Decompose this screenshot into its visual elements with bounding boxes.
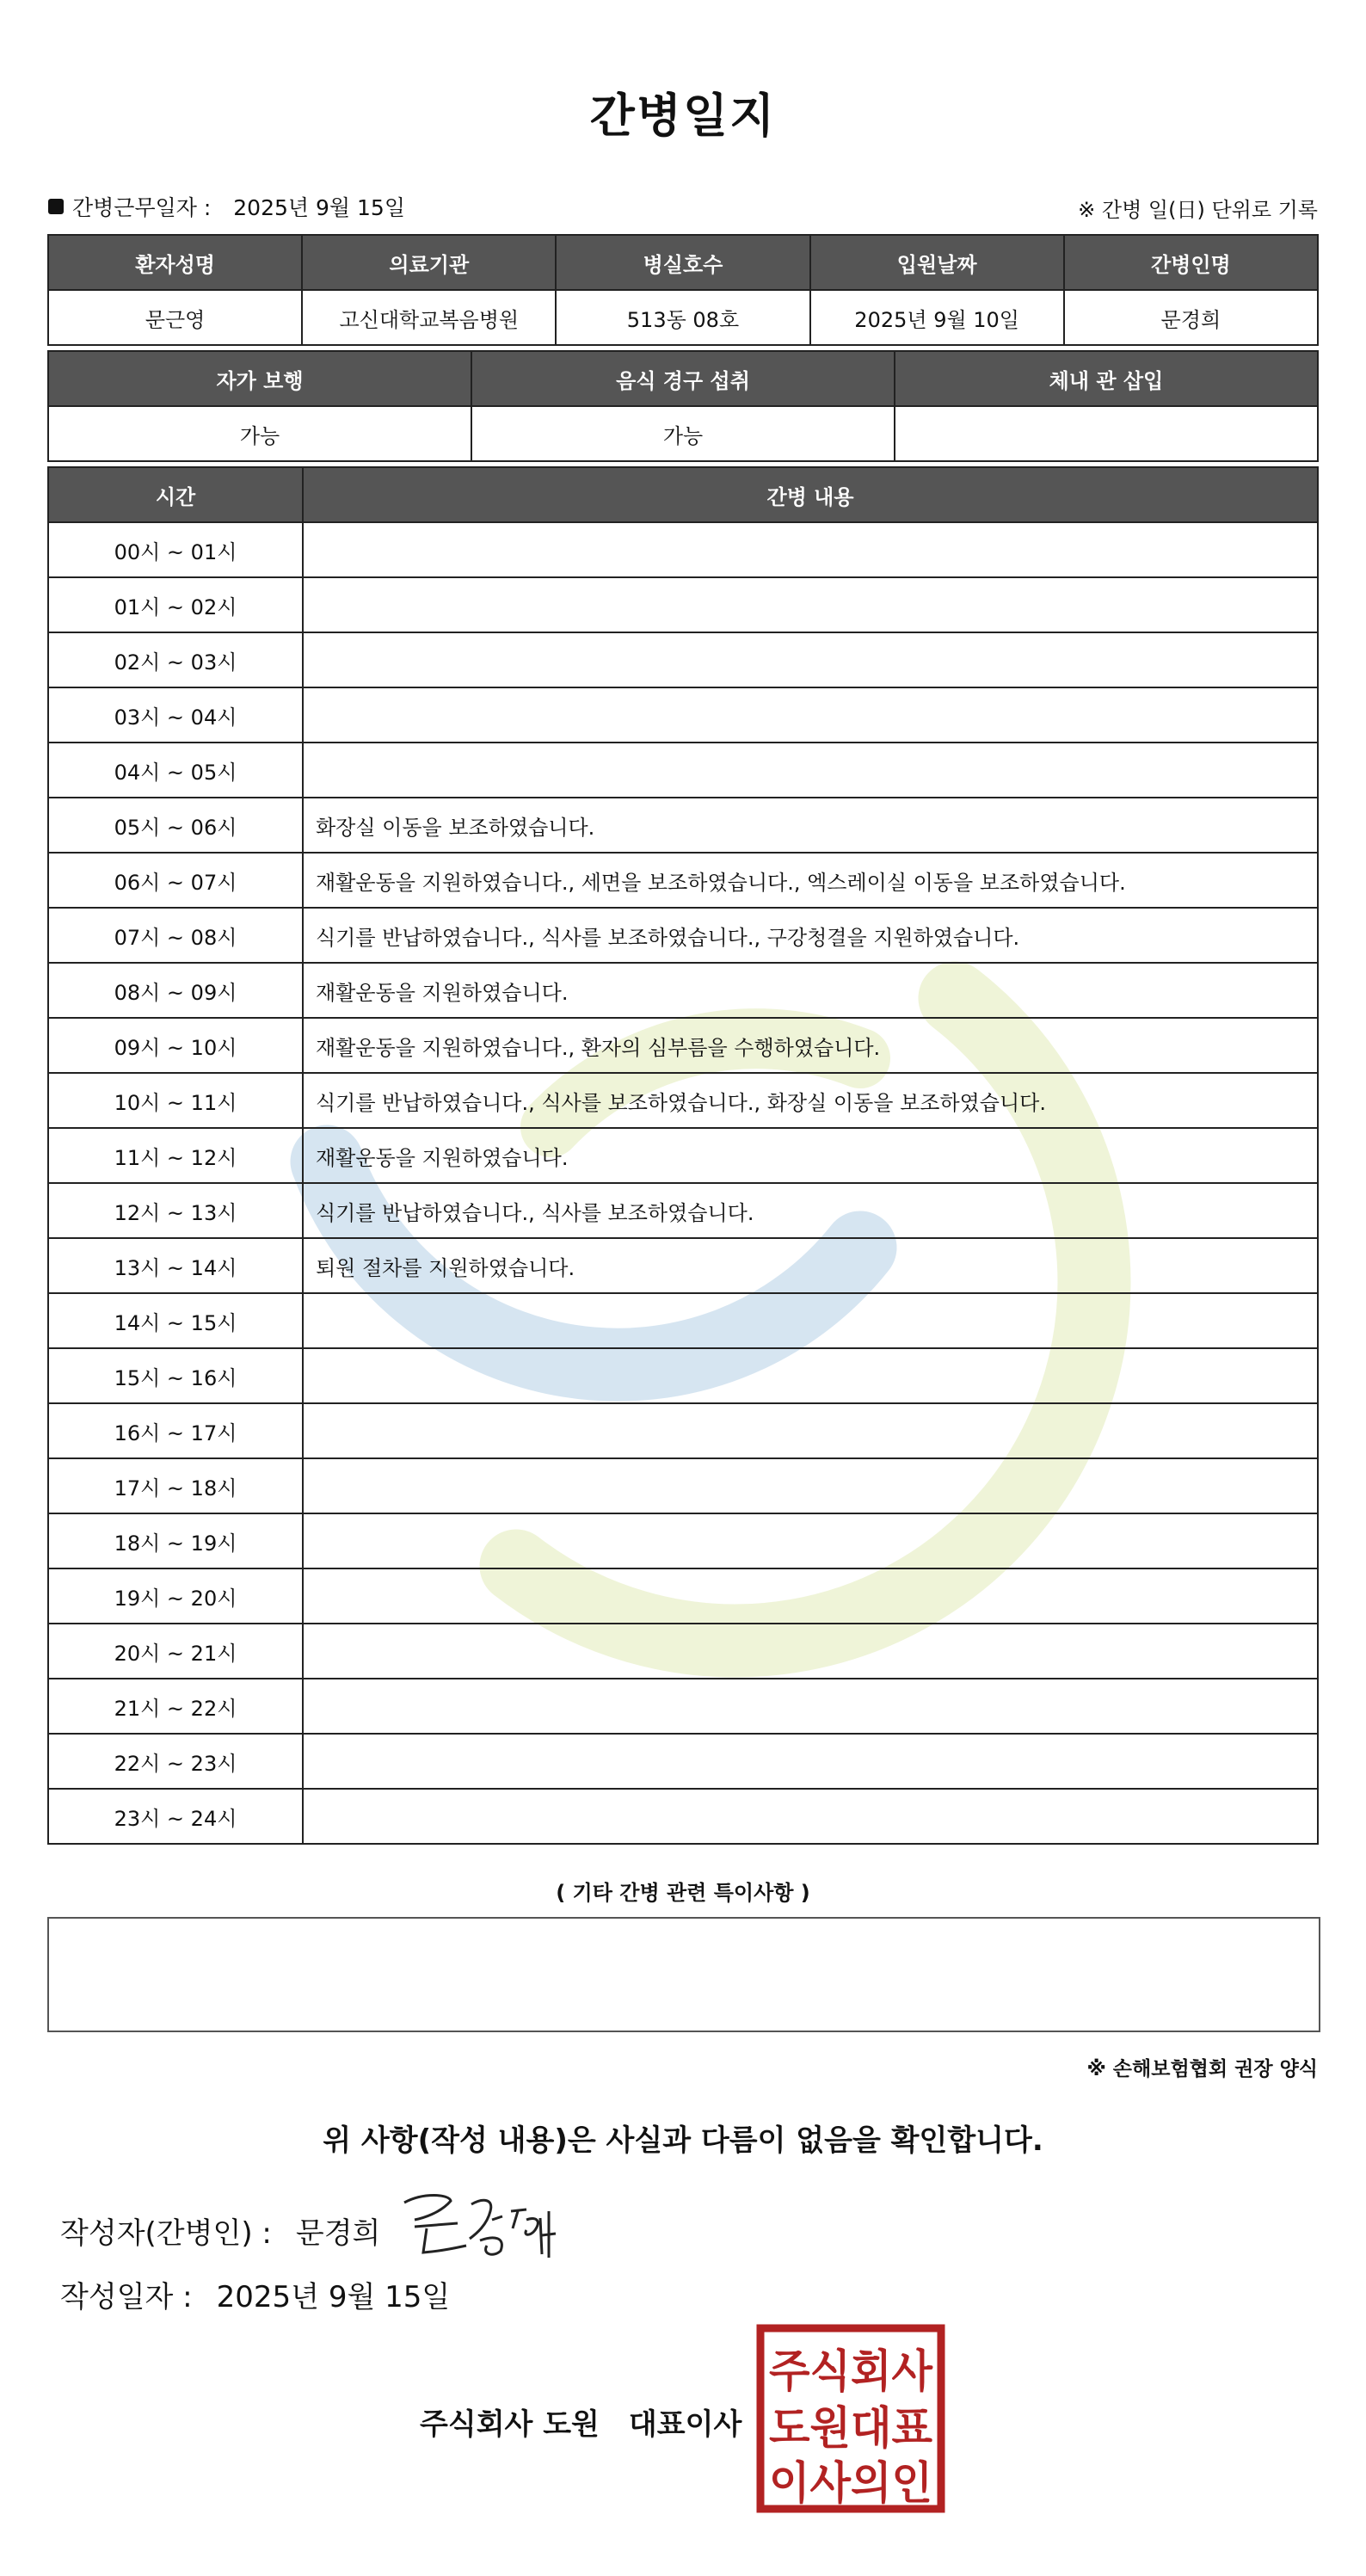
header-time: 시간 [48,467,303,522]
representative-title: 대표이사 [628,2407,742,2442]
table-header-row [48,235,1318,290]
care-content-cell: 식기를 반납하였습니다., 식사를 보조하였습니다., 구강청결을 지원하였습니다. [303,908,1318,963]
work-date [48,191,405,222]
time-cell: 08시 ~ 09시 [48,963,303,1018]
tube-insertion-status [895,406,1318,461]
table-row [48,1018,1318,1073]
table-row [48,522,1318,577]
table-row [48,687,1318,743]
hospital-name: 고신대학교복음병원 [302,290,556,345]
table-row [48,406,1318,461]
table-row [48,577,1318,632]
table-row [48,632,1318,687]
care-content-cell [303,1679,1318,1734]
square-bullet-icon [48,199,64,214]
time-cell: 19시 ~ 20시 [48,1568,303,1624]
header-hospital: 의료기관 [302,235,556,290]
care-content-cell [303,1513,1318,1568]
header-admission-date: 입원날짜 [810,235,1064,290]
time-cell: 12시 ~ 13시 [48,1183,303,1238]
svg-text:이사의인: 이사의인 [769,2458,932,2510]
table-row [48,1624,1318,1679]
header-care-content: 간병 내용 [303,467,1318,522]
walking-status: 가능 [48,406,471,461]
time-cell: 07시 ~ 08시 [48,908,303,963]
table-row [48,1568,1318,1624]
confirmation-statement: 위 사항(작성 내용)은 사실과 다름이 없음을 확인합니다. [323,2123,1043,2158]
svg-text:주식회사: 주식회사 [769,2346,933,2398]
care-content-cell [303,1458,1318,1513]
care-content-cell: 재활운동을 지원하였습니다., 세면을 보조하였습니다., 엑스레이실 이동을 보조하였습니다. [303,853,1318,908]
written-date-line [60,2273,450,2315]
written-date-value: 2025년 9월 15일 [216,2280,451,2314]
table-row [48,290,1318,345]
table-row [48,1128,1318,1183]
time-cell: 21시 ~ 22시 [48,1679,303,1734]
company-seal-stamp [755,2323,946,2514]
room-number: 513동 08호 [556,290,809,345]
care-content-cell [303,1348,1318,1403]
caregiver-name: 문경희 [1064,290,1318,345]
time-cell: 18시 ~ 19시 [48,1513,303,1568]
care-content-cell [303,1734,1318,1789]
table-row [48,1348,1318,1403]
table-header-row [48,351,1318,406]
table-row [48,1679,1318,1734]
header-caregiver: 간병인명 [1064,235,1318,290]
care-content-cell [303,577,1318,632]
care-content-cell [303,1568,1318,1624]
time-cell: 20시 ~ 21시 [48,1624,303,1679]
header-oral-intake: 음식 경구 섭취 [471,351,895,406]
notes-title: ( 기타 간병 관련 특이사항 ) [556,1881,810,1905]
writer-line [60,2209,380,2252]
table-row [48,1183,1318,1238]
time-cell: 23시 ~ 24시 [48,1789,303,1844]
table-row [48,1458,1318,1513]
record-note: ※ 간병 일(日) 단위로 기록 [1078,198,1318,222]
time-cell: 10시 ~ 11시 [48,1073,303,1128]
header-room: 병실호수 [556,235,809,290]
time-cell: 11시 ~ 12시 [48,1128,303,1183]
time-cell: 13시 ~ 14시 [48,1238,303,1293]
table-row [48,1293,1318,1348]
care-log-body [48,522,1318,1844]
care-content-cell [303,632,1318,687]
care-content-cell: 퇴원 절차를 지원하였습니다. [303,1238,1318,1293]
time-cell: 05시 ~ 06시 [48,798,303,853]
header-patient-name: 환자성명 [48,235,302,290]
header-walking: 자가 보행 [48,351,471,406]
care-log-table [47,466,1319,1845]
table-row [48,853,1318,908]
time-cell: 09시 ~ 10시 [48,1018,303,1073]
care-content-cell: 재활운동을 지원하였습니다. [303,963,1318,1018]
time-cell: 03시 ~ 04시 [48,687,303,743]
time-cell: 14시 ~ 15시 [48,1293,303,1348]
patient-name: 문근영 [48,290,302,345]
work-date-value: 2025년 9월 15일 [233,195,405,220]
writer-label: 작성자(간병인) : [60,2216,272,2251]
table-header-row [48,467,1318,522]
time-cell: 16시 ~ 17시 [48,1403,303,1458]
time-cell: 01시 ~ 02시 [48,577,303,632]
table-row [48,1238,1318,1293]
company-line [420,2400,741,2443]
care-content-cell [303,1293,1318,1348]
written-date-label: 작성일자 : [60,2280,193,2314]
table-row [48,798,1318,853]
care-content-cell: 재활운동을 지원하였습니다. [303,1128,1318,1183]
care-content-cell [303,1403,1318,1458]
time-cell: 15시 ~ 16시 [48,1348,303,1403]
table-row [48,1403,1318,1458]
oral-intake-status: 가능 [471,406,895,461]
table-row [48,1073,1318,1128]
table-row [48,1789,1318,1844]
table-row [48,743,1318,798]
table-row [48,1734,1318,1789]
page-title: 간병일지 [589,89,777,143]
care-content-cell: 식기를 반납하였습니다., 식사를 보조하였습니다. [303,1183,1318,1238]
header-tube-insertion: 체내 관 삽입 [895,351,1318,406]
care-content-cell [303,1624,1318,1679]
admission-date: 2025년 9월 10일 [810,290,1064,345]
time-cell: 00시 ~ 01시 [48,522,303,577]
writer-name: 문경희 [295,2216,381,2251]
time-cell: 06시 ~ 07시 [48,853,303,908]
notes-box [47,1917,1320,2032]
care-content-cell [303,687,1318,743]
care-content-cell: 재활운동을 지원하였습니다., 환자의 심부름을 수행하였습니다. [303,1018,1318,1073]
care-content-cell: 식기를 반납하였습니다., 식사를 보조하였습니다., 화장실 이동을 보조하였습니다. [303,1073,1318,1128]
table-row [48,1513,1318,1568]
handwritten-signature [397,2185,569,2263]
recommend-note: ※ 손해보험협회 권장 양식 [1086,2058,1318,2080]
table-row [48,908,1318,963]
patient-status-table [47,350,1319,462]
care-content-cell [303,1789,1318,1844]
patient-info-table [47,234,1319,346]
company-name: 주식회사 도원 [420,2407,600,2442]
work-date-label: 간병근무일자 : [72,195,212,220]
care-content-cell: 화장실 이동을 보조하였습니다. [303,798,1318,853]
time-cell: 22시 ~ 23시 [48,1734,303,1789]
time-cell: 17시 ~ 18시 [48,1458,303,1513]
care-content-cell [303,522,1318,577]
care-content-cell [303,743,1318,798]
svg-text:도원대표: 도원대표 [769,2403,932,2455]
time-cell: 02시 ~ 03시 [48,632,303,687]
table-row [48,963,1318,1018]
time-cell: 04시 ~ 05시 [48,743,303,798]
